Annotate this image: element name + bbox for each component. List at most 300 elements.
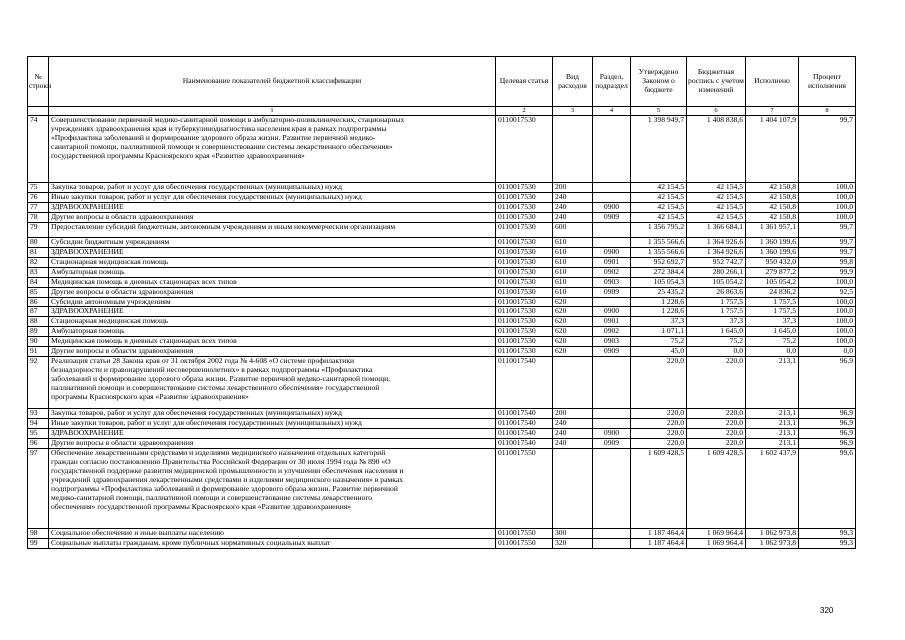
- table-row: [28, 287, 856, 297]
- table-row: [28, 429, 856, 439]
- approved-amount: 1 398 949,7: [631, 116, 687, 183]
- budget-list-amount: 105 054,2: [687, 277, 746, 287]
- row-number: 86: [28, 297, 49, 307]
- executed-amount: 213,1: [746, 419, 799, 429]
- expense-kind: 620: [553, 307, 593, 317]
- execution-percent: 100,0: [799, 297, 856, 307]
- approved-amount: 42 154,5: [631, 192, 687, 202]
- execution-percent: 100,0: [799, 212, 856, 222]
- row-number: 94: [28, 419, 49, 429]
- budget-list-amount: 37,3: [687, 317, 746, 327]
- row-number: 88: [28, 317, 49, 327]
- indicator-name-line: ЗДРАВООХРАНЕНИЕ: [51, 306, 124, 316]
- row-number: 79: [28, 222, 49, 237]
- executed-amount: 213,1: [746, 429, 799, 439]
- target-article: 0110017550: [496, 529, 553, 539]
- expense-kind: 240: [553, 419, 593, 429]
- approved-amount: 1 609 428,5: [631, 449, 687, 529]
- approved-amount: 272 384,4: [631, 267, 687, 277]
- target-article: 0110017540: [496, 409, 553, 419]
- row-number: 80: [28, 237, 49, 247]
- header-row-number: № строки: [28, 57, 49, 107]
- approved-amount: 37,3: [631, 317, 687, 327]
- indicator-name-line: Амбулаторная помощь: [51, 266, 125, 276]
- table-row: [28, 237, 856, 247]
- approved-amount: 1 071,1: [631, 327, 687, 337]
- expense-kind: 240: [553, 429, 593, 439]
- section-code: 0902: [593, 327, 631, 337]
- executed-amount: 1 757,5: [746, 297, 799, 307]
- indicator-name-line: Другие вопросы в области здравоохранения: [51, 438, 194, 448]
- expense-kind: 620: [553, 317, 593, 327]
- budget-list-amount: 1 364 926,6: [687, 237, 746, 247]
- target-article: 0110017530: [496, 317, 553, 327]
- header-approved: Утверждено Законом о бюджете: [631, 57, 687, 107]
- budget-list-amount: 42 154,5: [687, 212, 746, 222]
- table-row: [28, 116, 856, 183]
- indicator-name: [49, 257, 496, 267]
- expense-kind: [553, 449, 593, 529]
- execution-percent: 100,0: [799, 192, 856, 202]
- execution-percent: 100,0: [799, 307, 856, 317]
- indicator-name-line: Субсидии бюджетным учреждениям: [51, 236, 170, 246]
- table-row: [28, 409, 856, 419]
- section-code: [593, 183, 631, 193]
- expense-kind: 240: [553, 439, 593, 449]
- execution-percent: 99,7: [799, 247, 856, 257]
- executed-amount: 42 150,8: [746, 183, 799, 193]
- budget-list-amount: 1 366 684,1: [687, 222, 746, 237]
- column-number: 5: [631, 107, 687, 116]
- executed-amount: 75,2: [746, 337, 799, 347]
- target-article: 0110017530: [496, 327, 553, 337]
- budget-list-amount: 1 069 964,4: [687, 539, 746, 549]
- expense-kind: 320: [553, 539, 593, 549]
- column-number: 8: [799, 107, 856, 116]
- expense-kind: 610: [553, 247, 593, 257]
- section-code: 0900: [593, 247, 631, 257]
- section-code: 0901: [593, 317, 631, 327]
- table-row: [28, 317, 856, 327]
- approved-amount: 1 228,6: [631, 297, 687, 307]
- approved-amount: 952 692,7: [631, 257, 687, 267]
- approved-amount: 42 154,5: [631, 202, 687, 212]
- target-article: 0110017530: [496, 202, 553, 212]
- table-row: [28, 357, 856, 409]
- budget-list-amount: 42 154,5: [687, 183, 746, 193]
- execution-percent: 96,9: [799, 439, 856, 449]
- row-number: 74: [28, 116, 49, 183]
- header-executed: Исполнено: [746, 57, 799, 107]
- indicator-name: [49, 202, 496, 212]
- expense-kind: 620: [553, 297, 593, 307]
- indicator-name: [49, 327, 496, 337]
- indicator-name-line: Субсидии автономным учреждениям: [51, 296, 171, 306]
- execution-percent: 100,0: [799, 327, 856, 337]
- approved-amount: 220,0: [631, 419, 687, 429]
- indicator-name-line: безнадзорности и правонарушений несовершеннолетних» в рамках подпрограммы «Профилактика: [51, 365, 373, 375]
- executed-amount: 37,3: [746, 317, 799, 327]
- section-code: 0909: [593, 439, 631, 449]
- executed-amount: 1 360 199,6: [746, 237, 799, 247]
- table-row: [28, 212, 856, 222]
- section-code: 0900: [593, 202, 631, 212]
- executed-amount: 1 757,5: [746, 307, 799, 317]
- expense-kind: 240: [553, 202, 593, 212]
- target-article: 0110017530: [496, 192, 553, 202]
- target-article: 0110017540: [496, 357, 553, 409]
- budget-execution-table: [27, 56, 856, 549]
- section-code: 0900: [593, 429, 631, 439]
- expense-kind: 620: [553, 347, 593, 357]
- row-number: 87: [28, 307, 49, 317]
- execution-percent: 0,0: [799, 347, 856, 357]
- indicator-name-line: медико-санитарной помощи, паллиативной помощи и совершенствование системы лекарственного: [51, 492, 373, 502]
- indicator-name-line: паллиативной помощи и совершенствование системы лекарственного обеспечения» государственной: [51, 383, 380, 393]
- column-number: 6: [687, 107, 746, 116]
- execution-percent: 100,0: [799, 337, 856, 347]
- approved-amount: 1 356 795,2: [631, 222, 687, 237]
- row-number: 98: [28, 529, 49, 539]
- target-article: 0110017530: [496, 337, 553, 347]
- executed-amount: 950 432,0: [746, 257, 799, 267]
- table-row: [28, 347, 856, 357]
- table-row: [28, 297, 856, 307]
- expense-kind: 620: [553, 337, 593, 347]
- row-number: 75: [28, 183, 49, 193]
- execution-percent: 92,5: [799, 287, 856, 297]
- indicator-name-line: заболеваний и формирование здорового образа жизни. Развитие первичной медико-санитарной помощи,: [51, 374, 391, 384]
- header-expense-kind: Вид расходов: [553, 57, 593, 107]
- indicator-name-line: Обеспечение лекарственными средствами и изделиями медицинского назначения отдельных категорий: [51, 448, 386, 458]
- budget-list-amount: 220,0: [687, 429, 746, 439]
- indicator-name-line: Стационарная медицинская помощь: [51, 256, 169, 266]
- expense-kind: 610: [553, 277, 593, 287]
- table-row: [28, 449, 856, 529]
- approved-amount: 220,0: [631, 439, 687, 449]
- execution-percent: 99,3: [799, 539, 856, 549]
- budget-list-amount: 1 757,5: [687, 307, 746, 317]
- indicator-name-line: учреждениях здравоохранения края и туберкулинодиагностика населения края в рамках подпрограммы: [51, 123, 387, 133]
- row-number: 93: [28, 409, 49, 419]
- target-article: 0110017530: [496, 297, 553, 307]
- table-row: [28, 202, 856, 212]
- target-article: 0110017530: [496, 287, 553, 297]
- target-article: 0110017530: [496, 116, 553, 183]
- table-row: [28, 529, 856, 539]
- executed-amount: 1 062 973,8: [746, 529, 799, 539]
- indicator-name: [49, 539, 496, 549]
- indicator-name: [49, 247, 496, 257]
- indicator-name-line: Закупка товаров, работ и услуг для обеспечения государственных (муниципальных) нужд: [51, 182, 342, 191]
- executed-amount: 1 404 107,9: [746, 116, 799, 183]
- approved-amount: 220,0: [631, 409, 687, 419]
- column-number: 2: [496, 107, 553, 116]
- indicator-name-line: учреждений здравоохранения лекарственными средствами и изделиями медицинского назначения» в рамках: [51, 474, 404, 484]
- row-number: 81: [28, 247, 49, 257]
- table-row: [28, 539, 856, 549]
- target-article: 0110017530: [496, 307, 553, 317]
- indicator-name-line: Другие вопросы в области здравоохранения: [51, 211, 194, 221]
- indicator-name: [49, 337, 496, 347]
- target-article: 0110017530: [496, 222, 553, 237]
- target-article: 0110017530: [496, 347, 553, 357]
- approved-amount: 1 355 566,6: [631, 247, 687, 257]
- execution-percent: 96,9: [799, 357, 856, 409]
- expense-kind: 620: [553, 327, 593, 337]
- indicator-name-line: Другие вопросы в области здравоохранения: [51, 346, 194, 356]
- indicator-name: [49, 449, 496, 529]
- indicator-name-line: Предоставление субсидий бюджетным, автономным учреждениям и иным некоммерческим организациям: [51, 221, 396, 231]
- budget-list-amount: 220,0: [687, 409, 746, 419]
- indicator-name-line: государственной программы Красноярского края «Развитие здравоохранения»: [51, 150, 305, 160]
- indicator-name: [49, 183, 496, 193]
- budget-list-amount: 75,2: [687, 337, 746, 347]
- section-code: [593, 222, 631, 237]
- expense-kind: 200: [553, 183, 593, 193]
- indicator-name: [49, 222, 496, 237]
- section-code: 0903: [593, 337, 631, 347]
- budget-list-amount: 1 364 926,6: [687, 247, 746, 257]
- indicator-name: [49, 357, 496, 409]
- row-number: 90: [28, 337, 49, 347]
- header-row: [28, 57, 856, 107]
- indicator-name: [49, 347, 496, 357]
- approved-amount: 105 054,3: [631, 277, 687, 287]
- budget-list-amount: 42 154,5: [687, 192, 746, 202]
- target-article: 0110017530: [496, 277, 553, 287]
- row-number: 83: [28, 267, 49, 277]
- indicator-name: [49, 429, 496, 439]
- table-row: [28, 307, 856, 317]
- execution-percent: 99,7: [799, 116, 856, 183]
- indicator-name: [49, 116, 496, 183]
- section-code: 0903: [593, 277, 631, 287]
- budget-list-amount: 952 742,7: [687, 257, 746, 267]
- indicator-name: [49, 439, 496, 449]
- section-code: 0909: [593, 287, 631, 297]
- indicator-name-line: программы Красноярского края «Развитие здравоохранения»: [51, 392, 249, 402]
- column-number: 4: [593, 107, 631, 116]
- execution-percent: 99,3: [799, 529, 856, 539]
- approved-amount: 42 154,5: [631, 212, 687, 222]
- column-number: 7: [746, 107, 799, 116]
- indicator-name: [49, 237, 496, 247]
- expense-kind: [553, 357, 593, 409]
- target-article: 0110017530: [496, 212, 553, 222]
- target-article: 0110017530: [496, 267, 553, 277]
- approved-amount: 25 435,2: [631, 287, 687, 297]
- executed-amount: 1 361 957,1: [746, 222, 799, 237]
- approved-amount: 1 187 464,4: [631, 539, 687, 549]
- executed-amount: 279 877,2: [746, 267, 799, 277]
- header-target-article: Целевая статья: [496, 57, 553, 107]
- table-row: [28, 277, 856, 287]
- execution-percent: 100,0: [799, 183, 856, 193]
- indicator-name-line: Другие вопросы в области здравоохранения: [51, 286, 194, 296]
- indicator-name-line: «Профилактика заболеваний и формирование здорового образа жизни. Развитие первичной медико-: [51, 132, 376, 142]
- section-code: [593, 529, 631, 539]
- row-number: 82: [28, 257, 49, 267]
- column-number: 1: [49, 107, 496, 116]
- indicator-name-line: санитарной помощи, паллиативной помощи и совершенствование системы лекарственного обеспечения»: [51, 141, 393, 151]
- executed-amount: 1 645,0: [746, 327, 799, 337]
- indicator-name-line: обеспечения» государственной программы Красноярского края «Развитие здравоохранения»: [51, 501, 352, 511]
- execution-percent: 99,6: [799, 449, 856, 529]
- approved-amount: 1 187 464,4: [631, 529, 687, 539]
- indicator-name: [49, 529, 496, 539]
- budget-list-amount: 1 408 838,6: [687, 116, 746, 183]
- section-code: [593, 409, 631, 419]
- row-number: 89: [28, 327, 49, 337]
- budget-list-amount: 42 154,5: [687, 202, 746, 212]
- target-article: 0110017550: [496, 449, 553, 529]
- execution-percent: 99,8: [799, 257, 856, 267]
- table-row: [28, 247, 856, 257]
- execution-percent: 99,9: [799, 267, 856, 277]
- approved-amount: 42 154,5: [631, 183, 687, 193]
- budget-list-amount: 1 069 964,4: [687, 529, 746, 539]
- indicator-name: [49, 307, 496, 317]
- expense-kind: [553, 116, 593, 183]
- section-code: 0909: [593, 347, 631, 357]
- target-article: 0110017540: [496, 439, 553, 449]
- table-row: [28, 257, 856, 267]
- budget-list-amount: 26 863,6: [687, 287, 746, 297]
- approved-amount: 1 228,6: [631, 307, 687, 317]
- section-code: 0901: [593, 257, 631, 267]
- expense-kind: 200: [553, 409, 593, 419]
- header-section: Раздел, подраздел: [593, 57, 631, 107]
- row-number: 78: [28, 212, 49, 222]
- indicator-name-line: Иные закупки товаров, работ и услуг для обеспечения государственных (муниципальных) нужд: [51, 418, 362, 428]
- executed-amount: 24 836,2: [746, 287, 799, 297]
- indicator-name-line: Совершенствование первичной медико-санитарной помощи в амбулаторно-поликлинических, стационарных: [51, 115, 405, 124]
- row-number: 91: [28, 347, 49, 357]
- target-article: 0110017530: [496, 247, 553, 257]
- header-percent: Процент исполнения: [799, 57, 856, 107]
- budget-list-amount: 280 266,1: [687, 267, 746, 277]
- budget-list-amount: 0,0: [687, 347, 746, 357]
- table-row: [28, 439, 856, 449]
- table-row: [28, 327, 856, 337]
- indicator-name: [49, 419, 496, 429]
- indicator-name: [49, 267, 496, 277]
- row-number: 84: [28, 277, 49, 287]
- indicator-name: [49, 212, 496, 222]
- execution-percent: 100,0: [799, 277, 856, 287]
- expense-kind: 610: [553, 287, 593, 297]
- execution-percent: 96,9: [799, 409, 856, 419]
- indicator-name-line: Социальные выплаты гражданам, кроме публичных нормативных социальных выплат: [51, 538, 331, 548]
- budget-list-amount: 220,0: [687, 439, 746, 449]
- row-number: 77: [28, 202, 49, 212]
- target-article: 0110017530: [496, 183, 553, 193]
- executed-amount: 1 602 437,9: [746, 449, 799, 529]
- executed-amount: 213,1: [746, 357, 799, 409]
- row-number: 99: [28, 539, 49, 549]
- execution-percent: 96,9: [799, 419, 856, 429]
- executed-amount: 0,0: [746, 347, 799, 357]
- expense-kind: 600: [553, 222, 593, 237]
- execution-percent: 99,7: [799, 237, 856, 247]
- section-code: [593, 357, 631, 409]
- expense-kind: 610: [553, 267, 593, 277]
- execution-percent: 96,9: [799, 429, 856, 439]
- header-indicator-name: Наименование показателей бюджетной классификации: [49, 57, 496, 107]
- indicator-name-line: граждан согласно постановлению Правительства Российской Федерации от 30 июля 1994 года № 890 «О: [51, 457, 391, 467]
- header-budget-list: Бюджетная роспись с учетом изменений: [687, 57, 746, 107]
- section-code: [593, 237, 631, 247]
- indicator-name: [49, 192, 496, 202]
- indicator-name: [49, 287, 496, 297]
- row-number: 85: [28, 287, 49, 297]
- indicator-name-line: государственной поддержке развития медицинской промышленности и улучшении обеспечения населения и: [51, 465, 404, 475]
- executed-amount: 1 062 973,8: [746, 539, 799, 549]
- budget-list-amount: 1 609 428,5: [687, 449, 746, 529]
- executed-amount: 1 360 199,6: [746, 247, 799, 257]
- indicator-name: [49, 297, 496, 307]
- target-article: 0110017530: [496, 257, 553, 267]
- indicator-name-line: Социальное обеспечение и иные выплаты населению: [51, 528, 224, 538]
- expense-kind: 610: [553, 237, 593, 247]
- indicator-name-line: Стационарная медицинская помощь: [51, 316, 169, 326]
- indicator-name-line: Иные закупки товаров, работ и услуг для обеспечения государственных (муниципальных) нужд: [51, 191, 362, 201]
- indicator-name-line: Закупка товаров, работ и услуг для обеспечения государственных (муниципальных) нужд: [51, 408, 342, 418]
- indicator-name: [49, 277, 496, 287]
- indicator-name: [49, 317, 496, 327]
- section-code: 0902: [593, 267, 631, 277]
- indicator-name: [49, 409, 496, 419]
- section-code: [593, 539, 631, 549]
- budget-list-amount: 220,0: [687, 357, 746, 409]
- execution-percent: 100,0: [799, 202, 856, 212]
- section-code: [593, 449, 631, 529]
- row-number: 97: [28, 449, 49, 529]
- budget-list-amount: 1 645,0: [687, 327, 746, 337]
- row-number: 96: [28, 439, 49, 449]
- table-row: [28, 183, 856, 193]
- section-code: [593, 297, 631, 307]
- expense-kind: 240: [553, 212, 593, 222]
- table-row: [28, 192, 856, 202]
- executed-amount: 42 150,8: [746, 202, 799, 212]
- budget-list-amount: 220,0: [687, 419, 746, 429]
- row-number: 76: [28, 192, 49, 202]
- approved-amount: 75,2: [631, 337, 687, 347]
- page-number: 320: [820, 606, 834, 615]
- table-body: [28, 116, 856, 549]
- expense-kind: 300: [553, 529, 593, 539]
- row-number: 92: [28, 357, 49, 409]
- section-code: 0909: [593, 212, 631, 222]
- indicator-name-line: Медицинская помощь в дневных стационарах всех типов: [51, 276, 237, 286]
- indicator-name-line: Медицинская помощь в дневных стационарах всех типов: [51, 336, 237, 346]
- executed-amount: 42 150,8: [746, 212, 799, 222]
- approved-amount: 1 355 566,6: [631, 237, 687, 247]
- section-code: 0900: [593, 307, 631, 317]
- approved-amount: 220,0: [631, 429, 687, 439]
- execution-percent: 99,7: [799, 222, 856, 237]
- table-row: [28, 419, 856, 429]
- section-code: [593, 419, 631, 429]
- approved-amount: 45,0: [631, 347, 687, 357]
- row-number: 95: [28, 429, 49, 439]
- target-article: 0110017540: [496, 419, 553, 429]
- indicator-name-line: Амбулаторная помощь: [51, 326, 125, 336]
- section-code: [593, 116, 631, 183]
- table-row: [28, 267, 856, 277]
